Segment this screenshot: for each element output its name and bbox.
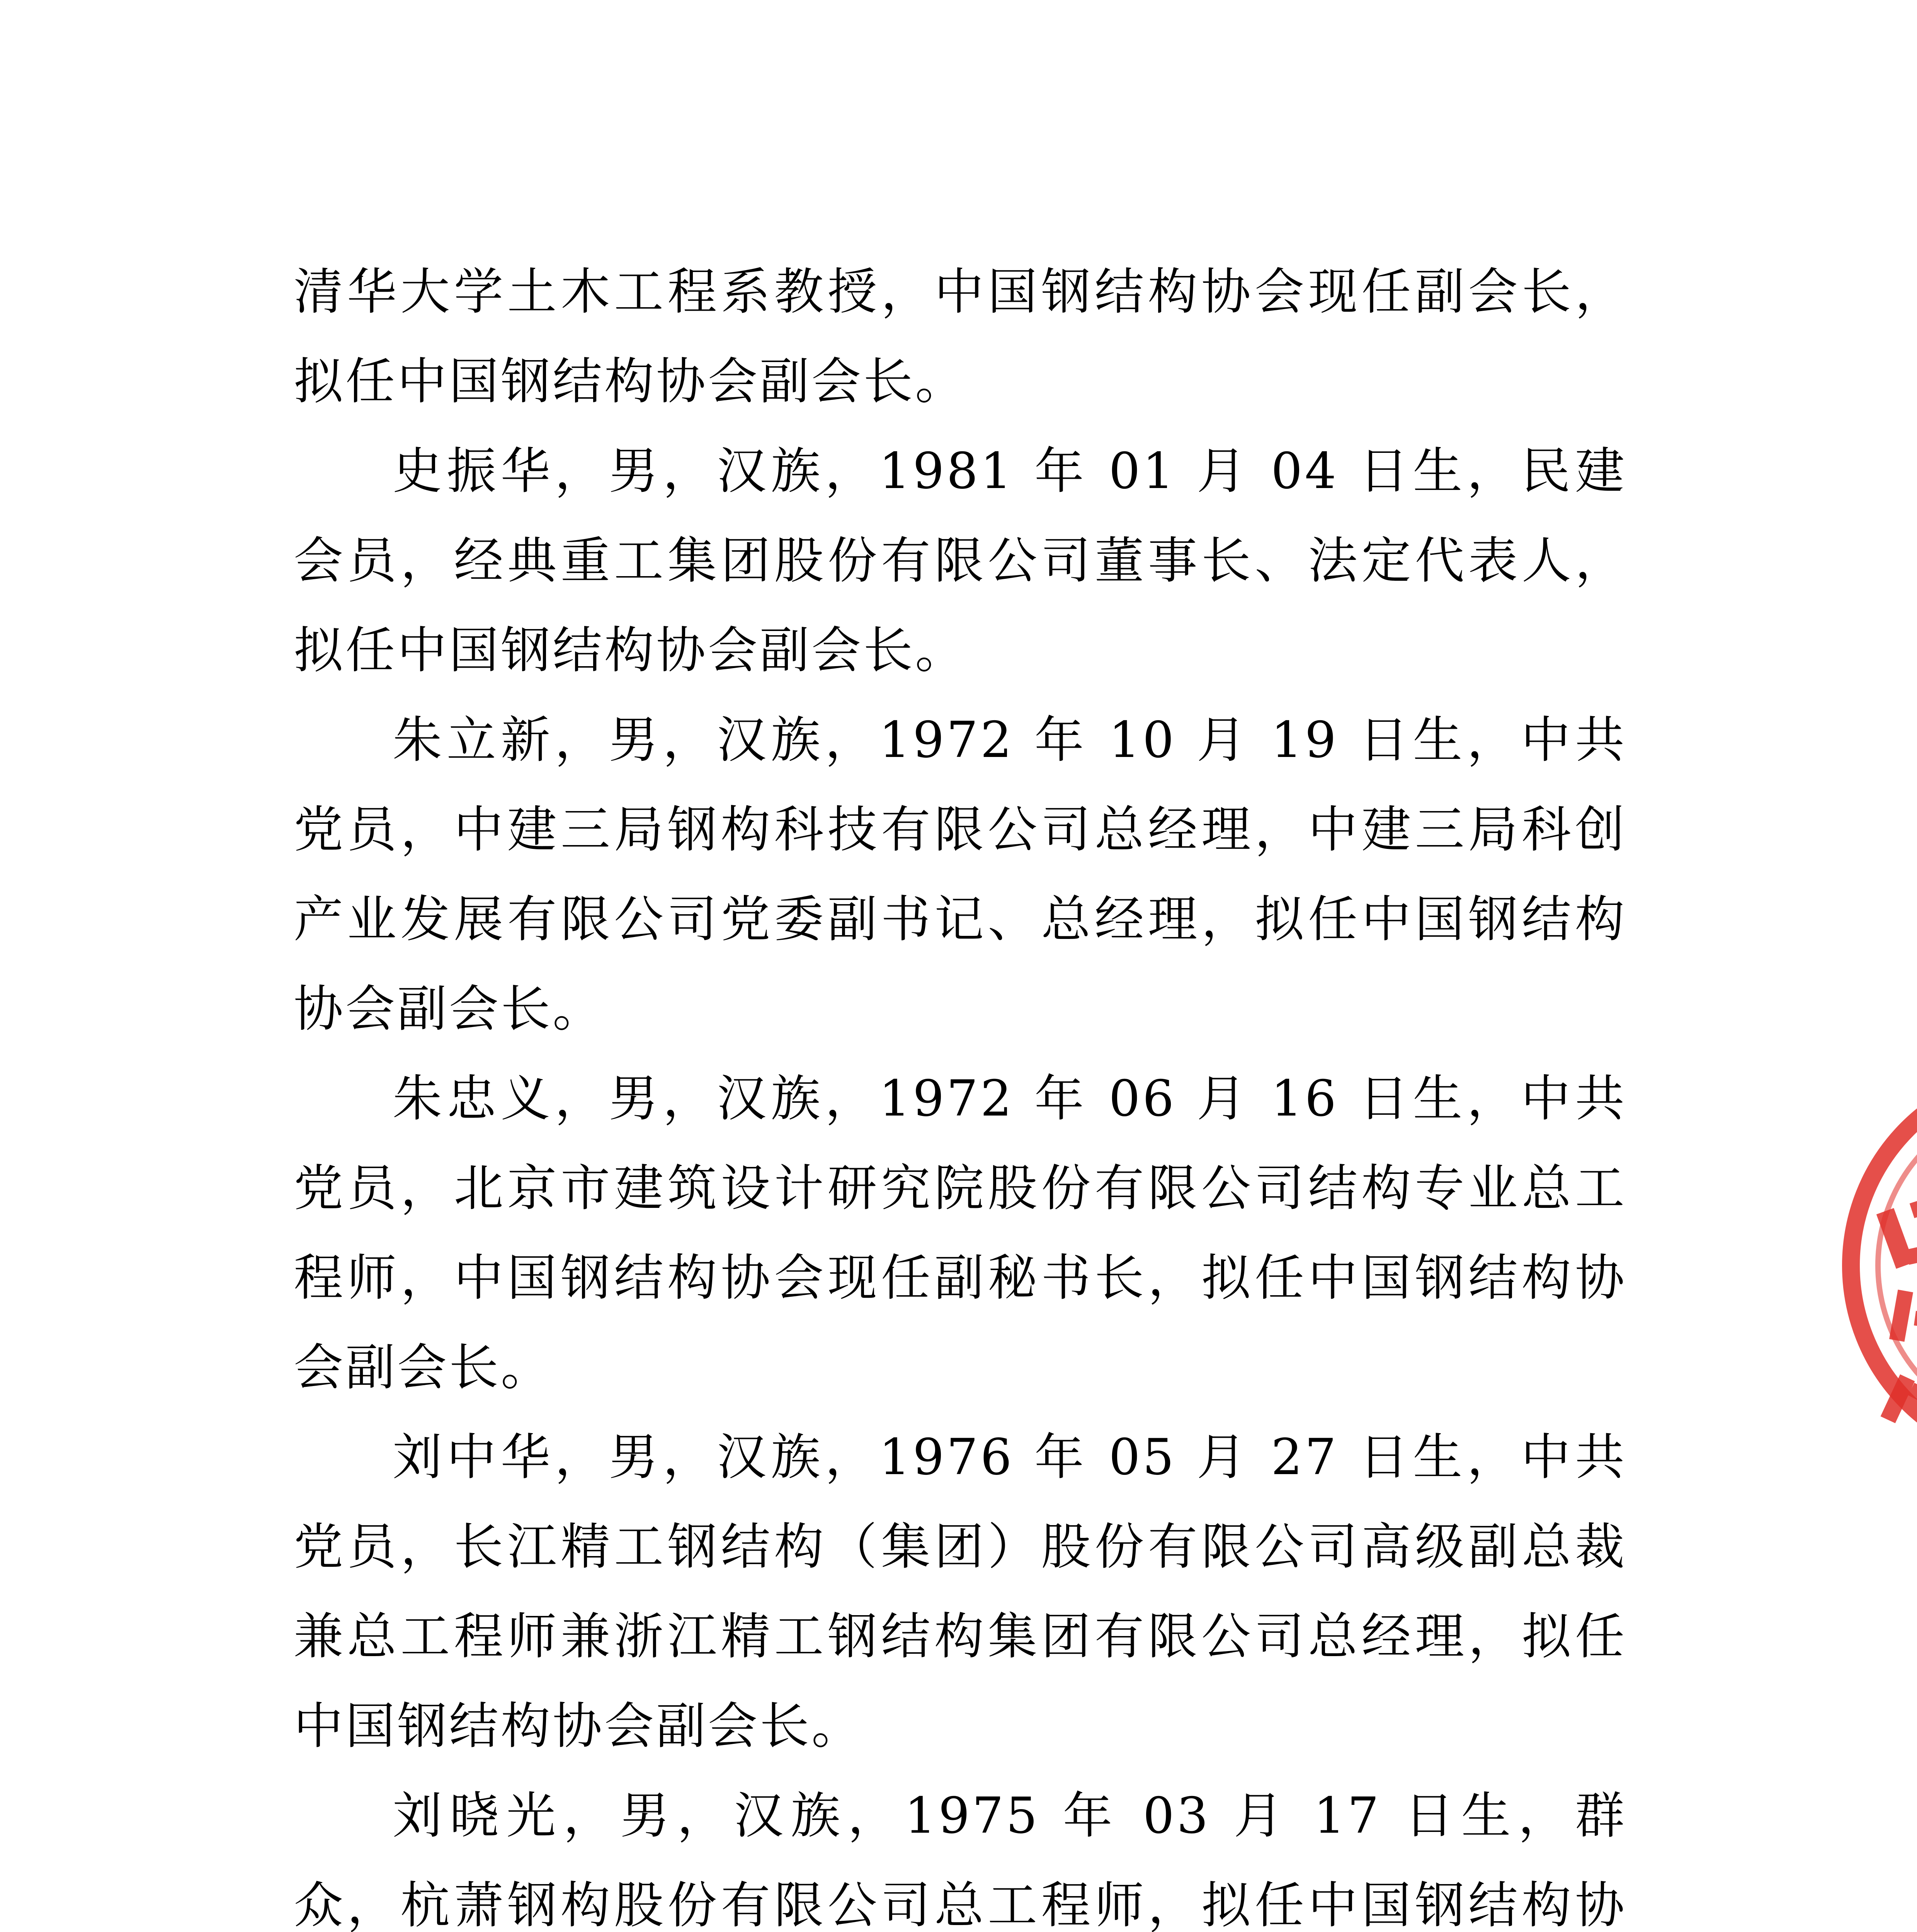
paragraph-0: 清华大学土木工程系教授，中国钢结构协会现任副会长，拟任中国钢结构协会副会长。 <box>294 263 1627 410</box>
paragraph-5: 刘晓光，男，汉族，1975 年 03 月 17 日生，群众，杭萧钢构股份有限公司总工程师，拟任中国钢结构协 <box>294 1787 1627 1932</box>
paragraph-4: 刘中华，男，汉族，1976 年 05 月 27 日生，中共党员，长江精工钢结构（集团）股份有限公司高级副总裁兼总工程师兼浙江精工钢结构集团有限公司总经理，拟任中国钢结构协会副会长。 <box>294 1429 1627 1755</box>
paragraph-2: 朱立新，男，汉族，1972 年 10 月 19 日生，中共党员，中建三局钢构科技有限公司总经理，中建三局科创产业发展有限公司党委副书记、总经理，拟任中国钢结构协会副会长。 <box>294 711 1627 1038</box>
red-seal-stamp-icon <box>1828 1043 1917 1488</box>
document-body <box>294 247 1627 1932</box>
paragraph-1: 史振华，男，汉族，1981 年 01 月 04 日生，民建会员，经典重工集团股份有限公司董事长、法定代表人，拟任中国钢结构协会副会长。 <box>294 442 1627 679</box>
paragraph-3: 朱忠义，男，汉族，1972 年 06 月 16 日生，中共党员，北京市建筑设计研究院股份有限公司结构专业总工程师，中国钢结构协会现任副秘书长，拟任中国钢结构协会副会长。 <box>294 1070 1627 1396</box>
